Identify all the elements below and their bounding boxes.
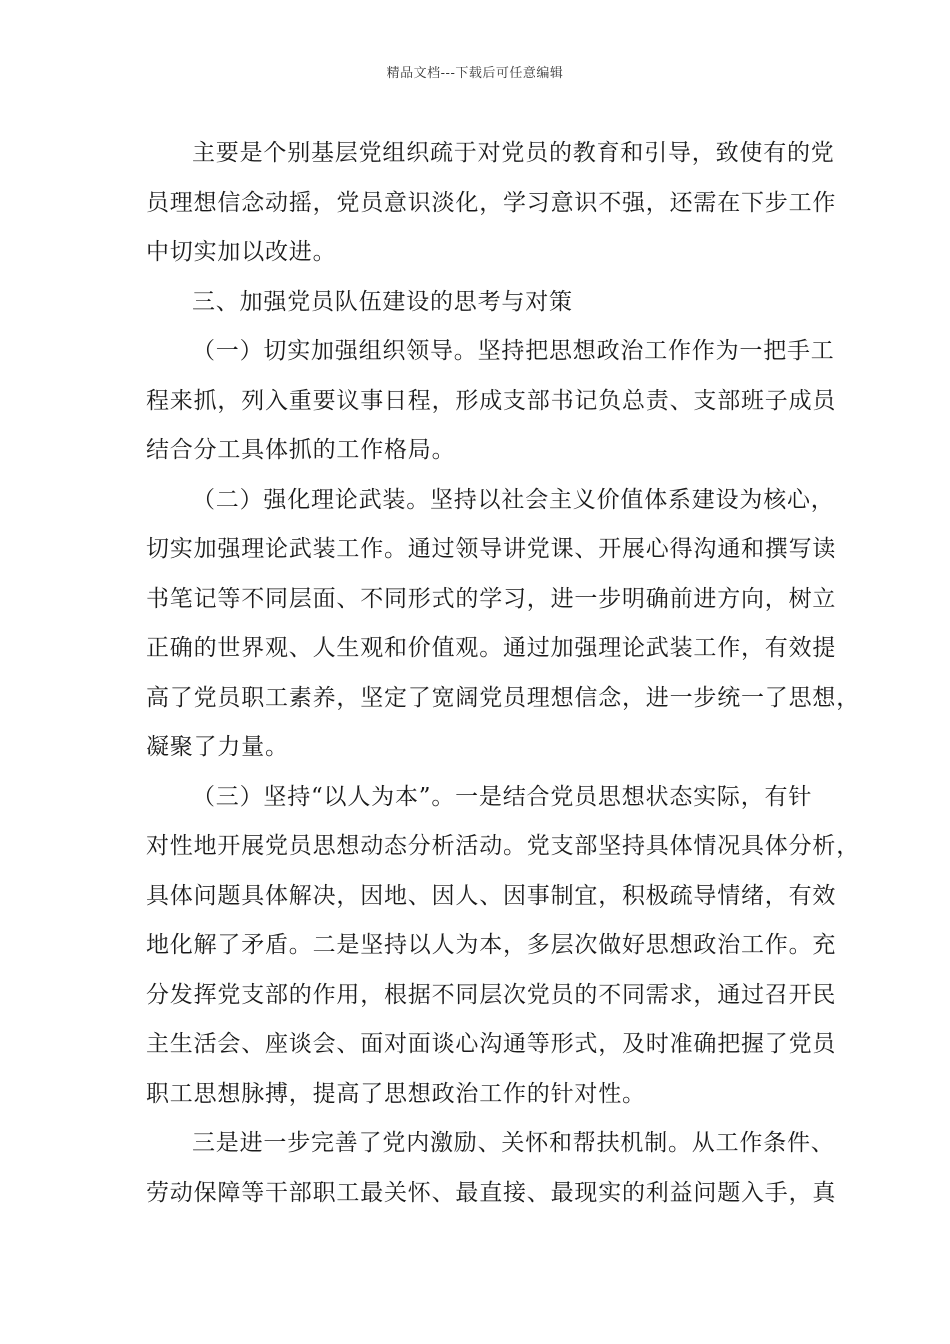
paragraph-line: 地化解了矛盾。二是坚持以人为本，多层次做好思想政治工作。充 <box>146 932 837 958</box>
paragraph-line: 主要是个别基层党组织疏于对党员的教育和引导，致使有的党 <box>192 140 835 166</box>
paragraph-line: （二）强化理论武装。坚持以社会主义价值体系建设为核心， <box>192 486 835 513</box>
paragraph-line: 凝聚了力量。 <box>146 734 289 760</box>
paragraph-line: 程来抓，列入重要议事日程，形成支部书记负总责、支部班子成员 <box>146 387 837 414</box>
paragraph-line: 结合分工具体抓的工作格局。 <box>146 437 456 463</box>
paragraph-line: 对性地开展党员思想动态分析活动。党支部坚持具体情况具体分析， <box>146 833 860 859</box>
paragraph-line: 劳动保障等干部职工最关怀、最直接、最现实的利益问题入手，真 <box>146 1179 837 1206</box>
paragraph-line: 高了党员职工素养，坚定了宽阔党员理想信念，进一步统一了思想， <box>146 684 860 711</box>
section-heading: 三、加强党员队伍建设的思考与对策 <box>192 288 573 315</box>
paragraph-line: （三）坚持“以人为本”。一是结合党员思想状态实际，有针 <box>192 783 813 810</box>
paragraph-line: 员理想信念动摇，党员意识淡化，学习意识不强，还需在下步工作 <box>146 189 837 216</box>
paragraph-line: 正确的世界观、人生观和价值观。通过加强理论武装工作，有效提 <box>146 635 837 661</box>
paragraph-line: 职工思想脉搏，提高了思想政治工作的针对性。 <box>146 1080 646 1107</box>
paragraph-line: 具体问题具体解决，因地、因人、因事制宜，积极疏导情绪，有效 <box>146 882 837 909</box>
paragraph-line: 切实加强理论武装工作。通过领导讲党课、开展心得沟通和撰写读 <box>146 536 837 562</box>
paragraph-line: （一）切实加强组织领导。坚持把思想政治工作作为一把手工 <box>192 338 835 364</box>
paragraph-line: 书笔记等不同层面、不同形式的学习，进一步明确前进方向，树立 <box>146 585 837 612</box>
body-text <box>146 133 860 1222</box>
paragraph-line: 三是进一步完善了党内激励、关怀和帮扶机制。从工作条件、 <box>192 1130 835 1156</box>
paragraph-line: 主生活会、座谈会、面对面谈心沟通等形式，及时准确把握了党员 <box>146 1031 837 1057</box>
paragraph-line: 分发挥党支部的作用，根据不同层次党员的不同需求，通过召开民 <box>146 981 837 1008</box>
page-header: 精品文档---下载后可任意编辑 <box>386 66 564 81</box>
paragraph-line: 中切实加以改进。 <box>146 239 337 265</box>
